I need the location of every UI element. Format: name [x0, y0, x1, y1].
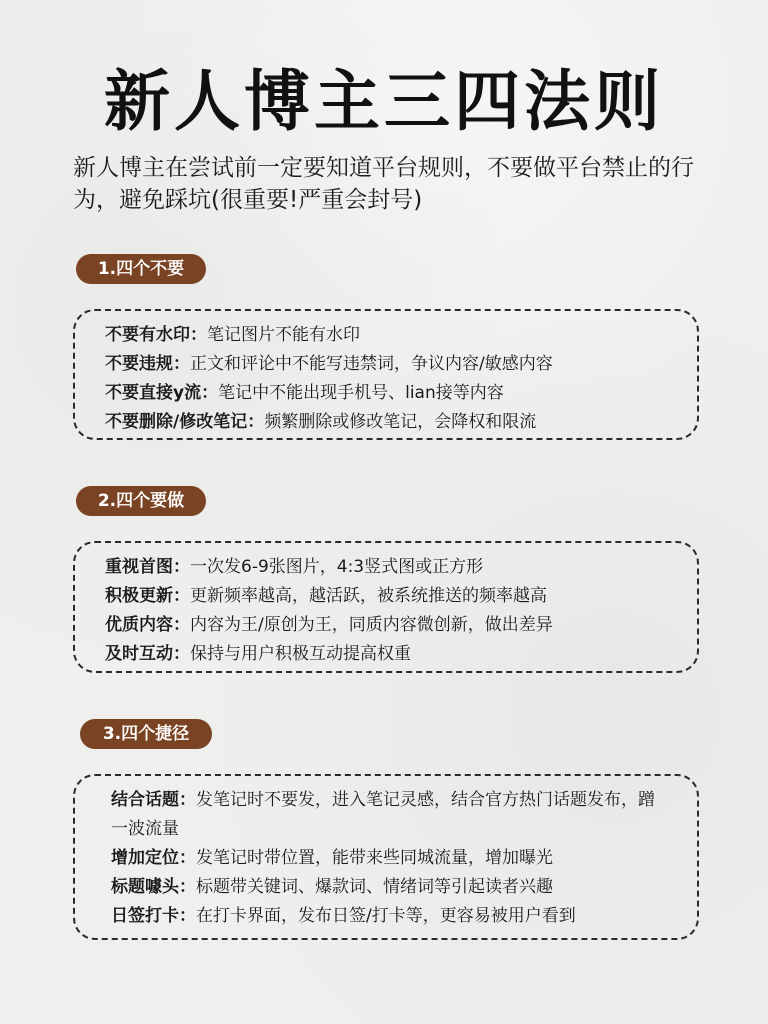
list-item	[105, 379, 697, 408]
item-text: 发笔记时不要发，进入笔记灵感，结合官方热门话题发布，蹭一波流量	[111, 790, 655, 839]
section-box-1	[73, 309, 699, 440]
list-item	[105, 350, 697, 379]
list-item	[105, 553, 697, 582]
item-key: 日签打卡：	[111, 906, 196, 926]
list-item	[105, 582, 697, 611]
item-key: 及时互动：	[105, 644, 190, 664]
item-text: 发笔记时带位置，能带来些同城流量，增加曝光	[196, 848, 553, 868]
list-item	[105, 611, 697, 640]
item-key: 重视首图：	[105, 557, 190, 577]
section-tag-2: 2.四个要做	[76, 486, 206, 516]
item-key: 不要删除/修改笔记：	[105, 412, 265, 432]
item-text: 在打卡界面，发布日签/打卡等，更容易被用户看到	[196, 906, 576, 926]
item-text: 一次发6-9张图片，4:3竖式图或正方形	[190, 557, 484, 577]
item-text: 更新频率越高，越活跃，被系统推送的频率越高	[190, 586, 547, 606]
section-tag-1: 1.四个不要	[76, 254, 206, 284]
list-item	[111, 873, 657, 902]
item-key: 不要有水印：	[105, 325, 207, 345]
item-key: 增加定位：	[111, 848, 196, 868]
item-text: 正文和评论中不能写违禁词，争议内容/敏感内容	[190, 354, 553, 374]
list-item	[111, 844, 657, 873]
section-box-2	[73, 541, 699, 673]
list-item	[111, 786, 657, 844]
list-item	[105, 408, 697, 437]
intro-text: 新人博主在尝试前一定要知道平台规则，不要做平台禁止的行为，避免踩坑(很重要!严重会封号)	[73, 155, 694, 213]
item-key: 优质内容：	[105, 615, 190, 635]
list-item	[111, 902, 657, 931]
item-text: 笔记中不能出现手机号、lian接等内容	[218, 383, 504, 403]
list-item	[105, 640, 697, 669]
section-tag-3: 3.四个捷径	[80, 719, 212, 749]
item-key: 积极更新：	[105, 586, 190, 606]
item-key: 不要直接y流：	[105, 383, 219, 403]
section-box-3	[73, 774, 699, 940]
item-key: 结合话题：	[111, 790, 196, 810]
item-text: 保持与用户积极互动提高权重	[190, 644, 411, 664]
item-text: 标题带关键词、爆款词、情绪词等引起读者兴趣	[196, 877, 553, 897]
item-key: 不要违规：	[105, 354, 190, 374]
list-item	[105, 321, 697, 350]
item-text: 频繁删除或修改笔记，会降权和限流	[264, 412, 537, 432]
page-title: 新人博主三四法则	[104, 63, 664, 140]
item-text: 内容为王/原创为王，同质内容微创新，做出差异	[190, 615, 553, 635]
item-key: 标题噱头：	[111, 877, 196, 897]
item-text: 笔记图片不能有水印	[207, 325, 360, 345]
